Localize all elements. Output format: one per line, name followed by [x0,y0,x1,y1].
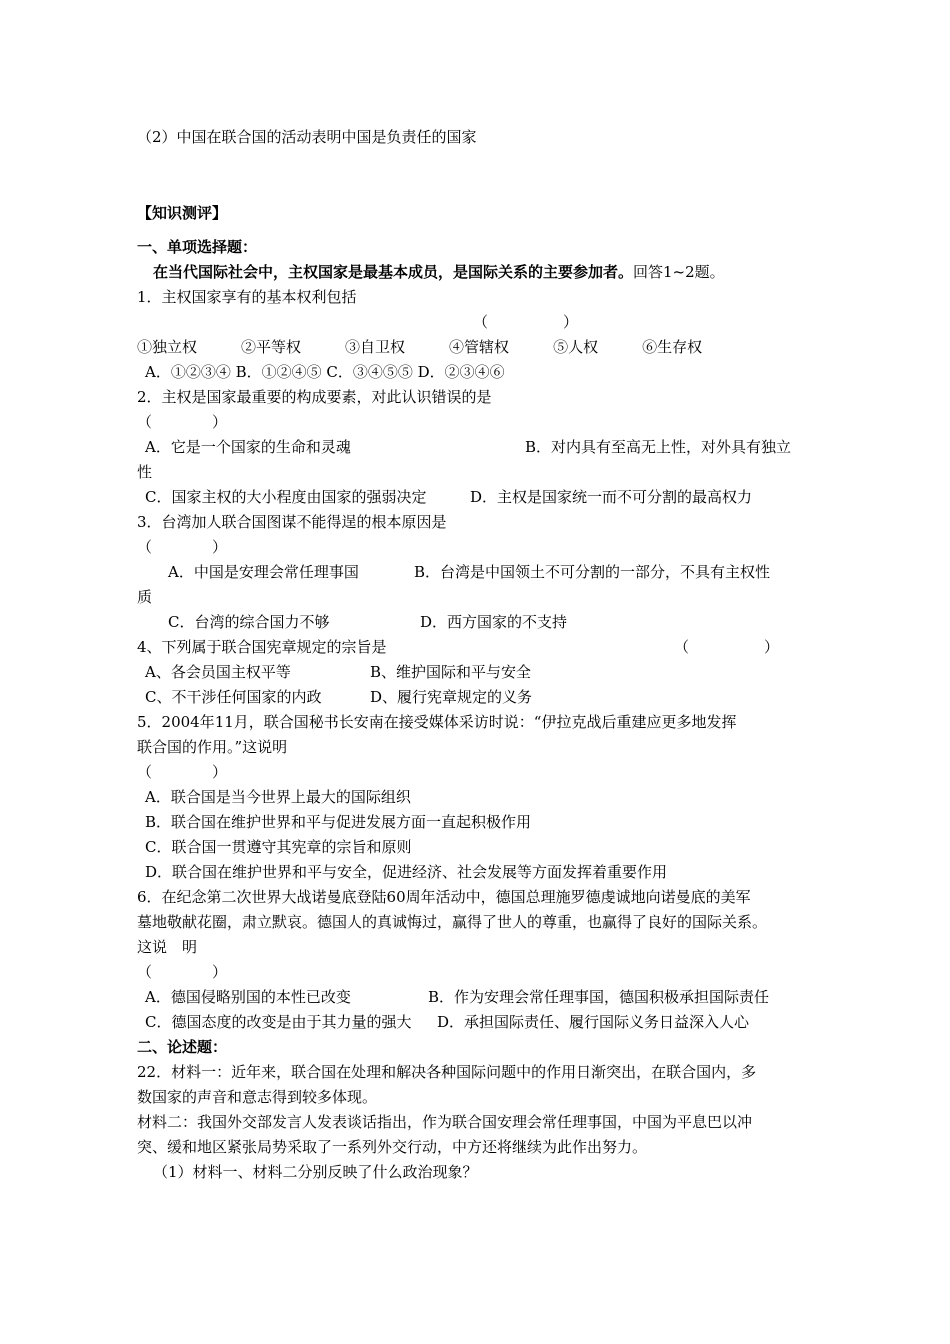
q5-option-b: B．联合国在维护世界和平与促进发展方面一直起积极作用 [145,813,532,831]
q2-option-b-cont: 性 [137,463,153,481]
q1-item: ④管辖权 [449,338,510,356]
material2-line1: 材料二：我国外交部发言人发表谈话指出，作为联合国安理会常任理事国，中国为平息巴以冲 [137,1113,753,1131]
q4-option-c: C、不干涉任何国家的内政 [145,688,322,706]
q6-option-d: D．承担国际责任、履行国际义务日益深入人心 [437,1013,750,1031]
q1-item: ③自卫权 [345,338,406,356]
section-title: 【知识测评】 [137,204,228,222]
q3-option-a: A．中国是安理会常任理事国 [168,563,359,581]
q4-stem: 4、下列属于联合国宪章规定的宗旨是 [137,638,387,656]
q1-item: ⑥生存权 [642,338,703,356]
q4-option-a: A、各会员国主权平等 [145,663,291,681]
q1-options: A．①②③④ B．①②④⑤ C．③④⑤⑤ D．②③④⑥ [145,363,505,381]
q5-option-c: C．联合国一贯遵守其宪章的宗旨和原则 [145,838,412,856]
q3-option-b: B．台湾是中国领土不可分割的一部分，不具有主权性 [414,563,771,581]
q5-answer-paren: （ ） [137,763,228,781]
subquestion-1: （1）材料一、材料二分别反映了什么政治现象？ [153,1163,478,1181]
q5-option-a: A．联合国是当今世界上最大的国际组织 [145,788,411,806]
material1-line1: 22．材料一：近年来，联合国在处理和解决各种国际问题中的作用日渐突出，在联合国内，多 [137,1063,757,1081]
q4-option-b: B、维护国际和平与安全 [370,663,532,681]
q4-option-d: D、履行宪章规定的义务 [370,688,533,706]
q3-option-b-cont: 质 [137,588,153,606]
part1-lead-bold: 在当代国际社会中，主权国家是最基本成员，是国际关系的主要参加者。 [153,263,634,281]
q6-stem-line1: 6．在纪念第二次世界大战诺曼底登陆60周年活动中，德国总理施罗德虔诚地向诺曼底的美军 [137,888,751,906]
q3-option-d: D．西方国家的不支持 [420,613,568,631]
q1-item: ②平等权 [241,338,302,356]
q1-item: ⑤人权 [553,338,599,356]
q2-stem: 2．主权是国家最重要的构成要素，对此认识错误的是 [137,388,492,406]
q2-option-d: D．主权是国家统一而不可分割的最高权力 [470,488,753,506]
material1-line2: 数国家的声音和意志得到较多体现。 [137,1088,378,1106]
q5-option-d: D．联合国在维护世界和平与安全，促进经济、社会发展等方面发挥着重要作用 [145,863,668,881]
part2-heading: 二、论述题： [137,1038,228,1056]
q1-items [137,337,702,357]
q3-stem: 3．台湾加人联合国图谋不能得逞的根本原因是 [137,513,447,531]
q5-stem-line2: 联合国的作用。”这说明 [137,738,288,756]
q6-option-a: A．德国侵略别国的本性已改变 [145,988,351,1006]
q3-option-c: C．台湾的综合国力不够 [168,613,330,631]
q1-item: ①独立权 [137,338,198,356]
part1-lead-rest: 回答1~2题。 [633,263,725,281]
q6-answer-paren: （ ） [137,963,228,981]
q1-stem: 1．主权国家享有的基本权利包括 [137,288,357,306]
intro-line: （2）中国在联合国的活动表明中国是负责任的国家 [137,128,477,146]
material2-line2: 突、缓和地区紧张局势采取了一系列外交行动，中方还将继续为此作出努力。 [137,1138,648,1156]
q6-option-c: C．德国态度的改变是由于其力量的强大 [145,1013,412,1031]
q6-option-b: B．作为安理会常任理事国，德国积极承担国际责任 [428,988,770,1006]
part1-heading: 一、单项选择题： [137,238,258,256]
q5-stem-line1: 5．2004年11月，联合国秘书长安南在接受媒体采访时说：“伊拉克战后重建应更多地发挥 [137,713,737,731]
q2-option-a: A．它是一个国家的生命和灵魂 [145,438,351,456]
q1-answer-paren: （ ） [473,313,579,331]
part1-lead [153,262,725,282]
q3-answer-paren: （ ） [137,538,228,556]
q2-answer-paren: （ ） [137,413,228,431]
q2-option-c: C．国家主权的大小程度由国家的强弱决定 [145,488,427,506]
q6-stem-line2: 墓地敬献花圈，肃立默哀。德国人的真诚悔过，赢得了世人的尊重，也赢得了良好的国际关系。 [137,913,768,931]
q6-stem-line3: 这说 明 [137,938,198,956]
q4-answer-paren: （ ） [674,638,780,656]
q2-option-b: B．对内具有至高无上性，对外具有独立 [525,438,792,456]
